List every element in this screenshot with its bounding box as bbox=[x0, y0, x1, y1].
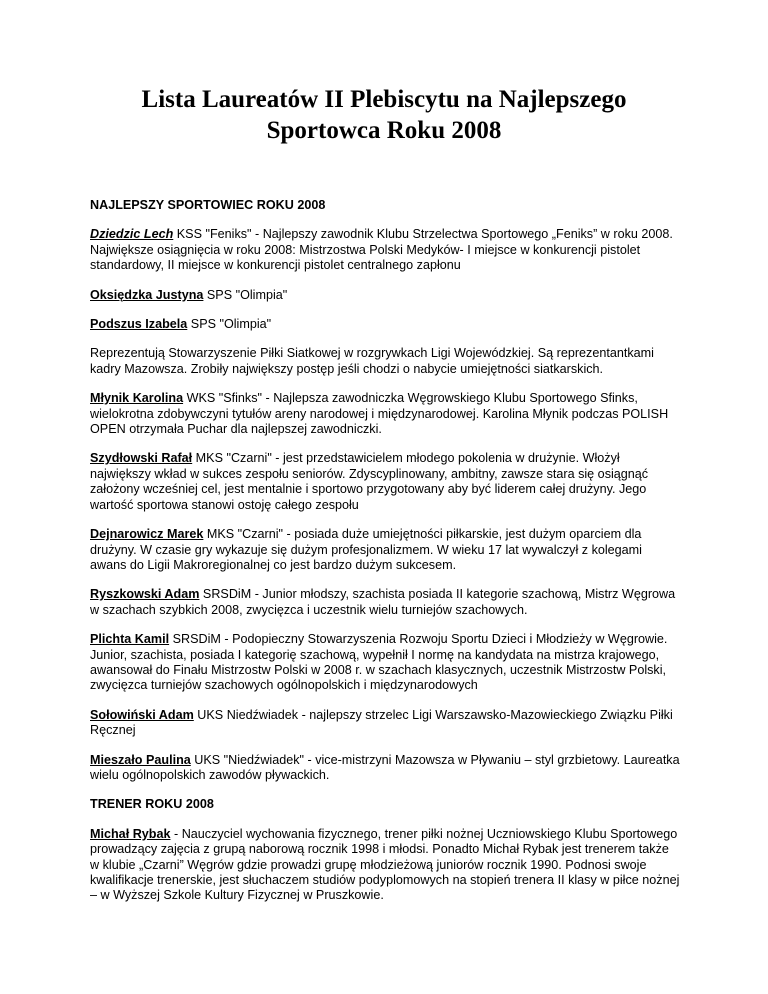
laureate-description: SPS "Olimpia" bbox=[203, 287, 288, 302]
laureate-entry bbox=[90, 451, 680, 513]
laureate-description: SRSDiM - Junior młodszy, szachista posiada II kategorie szachową, Mistrz Węgrowa w szachach szybkich 2008, zwycięzca i uczestnik wielu turniejów szachowych. bbox=[90, 587, 676, 617]
laureate-name: Dziedzic Lech bbox=[90, 227, 174, 242]
section-heading: TRENER ROKU 2008 bbox=[90, 797, 214, 812]
laureate-entry bbox=[90, 632, 680, 694]
laureate-entry bbox=[90, 227, 680, 273]
laureate-name: Podszus Izabela bbox=[90, 317, 188, 332]
laureate-entry bbox=[90, 708, 680, 739]
laureate-name: Oksiędzka Justyna bbox=[90, 287, 204, 302]
laureate-entry bbox=[90, 587, 680, 618]
laureate-description: MKS "Czarni" - jest przedstawicielem młodego pokolenia w drużynie. Włożył największy wkład w sukces zespołu seniorów. Zdyscyplinowany, ambitny, zawsze stara się osiągnąć założony wcześniej cel, jest mentalnie i sportowo przygotowany aby być liderem całej drużyny. Jego wartość sportowa stanowi ostoję całego zespołu bbox=[90, 451, 649, 512]
laureate-description: UKS Niedźwiadek - najlepszy strzelec Ligi Warszawsko-Mazowieckiego Związku Piłki Ręcznej bbox=[90, 707, 673, 738]
laureate-entry bbox=[90, 391, 680, 437]
laureate-name: Dejnarowicz Marek bbox=[90, 527, 204, 542]
page-title: Lista Laureatów II Plebiscytu na Najlepszego Sportowca Roku 2008 bbox=[141, 86, 627, 144]
laureate-description: KSS "Feniks" - Najlepszy zawodnik Klubu Strzelectwa Sportowego „Feniks” w roku 2008. Największe osiągnięcia w roku 2008: Mistrzostwa Polski Medyków- I miejsce w konkurencji pistolet standardowy, II miejsce w konkurencji pistolet centralnego zapłonu bbox=[90, 227, 673, 273]
laureate-entry bbox=[90, 827, 680, 904]
laureate-entry bbox=[90, 288, 680, 303]
laureate-description: SPS "Olimpia" bbox=[187, 317, 272, 332]
laureate-description: SRSDiM - Podopieczny Stowarzyszenia Rozwoju Sportu Dzieci i Młodzieży w Węgrowie. Junior, szachista, posiada I kategorię szachową, wypełnił I normę na kandydata na mistrza krajowego, awansował do Finału Mistrzostw Polski w 2008 r. w szachach klasycznych, uczestnik Mistrzostw Polski, zwycięzca turniejów szachowych ogólnopolskich i międzynarodowych bbox=[90, 632, 668, 693]
laureate-description: MKS "Czarni" - posiada duże umiejętności piłkarskie, jest dużym oparciem dla drużyny. W czasie gry wykazuje się dużym profesjonalizmem. W wieku 17 lat wywalczył z kolegami awans do Ligii Makroregionalnej co jest bardzo dużym sukcesem. bbox=[90, 527, 642, 572]
laureate-name: Sołowiński Adam bbox=[90, 707, 194, 722]
laureate-name: Szydłowski Rafał bbox=[90, 451, 193, 466]
document-body bbox=[90, 198, 680, 918]
laureate-description: UKS "Niedźwiadek" - vice-mistrzyni Mazowsza w Pływaniu – styl grzbietowy. Laureatka wielu ogólnopolskich zawodów pływackich. bbox=[90, 752, 680, 782]
laureate-name: Plichta Kamil bbox=[90, 632, 170, 647]
laureate-name: Mieszało Paulina bbox=[90, 752, 191, 767]
laureate-name: Ryszkowski Adam bbox=[90, 587, 200, 602]
laureate-description: WKS "Sfinks" - Najlepsza zawodniczka Węgrowskiego Klubu Sportowego Sfinks, wielokrotna zdobywczyni tytułów areny narodowej i międzynarodowej. Karolina Młynik podczas POLISH OPEN otrzymała Puchar dla najlepszej zawodniczki. bbox=[90, 391, 669, 437]
laureate-entry bbox=[90, 317, 680, 332]
laureate-description: - Nauczyciel wychowania fizycznego, trener piłki nożnej Uczniowskiego Klubu Sportowego prowadzący zajęcia z grupą naborową rocznik 1998 i młodsi. Ponadto Michał Rybak jest trenerem także w klubie „Czarni” Węgrów gdzie prowadzi grupę młodzieżową juniorów rocznik 1990. Podnosi swoje kwalifikacje trenerskie, jest słuchaczem studiów podyplomowych na stopień trenera II klasy w piłce nożnej – w Wyższej Szkole Kultury Fizycznej w Pruszkowie. bbox=[90, 826, 680, 903]
laureate-entry bbox=[90, 753, 680, 784]
laureate-name: Michał Rybak bbox=[90, 826, 171, 841]
section-heading: NAJLEPSZY SPORTOWIEC ROKU 2008 bbox=[90, 198, 326, 212]
laureate-name: Młynik Karolina bbox=[90, 391, 184, 406]
paragraph: Reprezentują Stowarzyszenie Piłki Siatkowej w rozgrywkach Ligi Wojewódzkiej. Są reprezentantkami kadry Mazowsza. Zrobiły największy postęp jeśli chodzi o nabycie umiejętności siatkarskich. bbox=[90, 346, 654, 376]
laureate-entry bbox=[90, 527, 680, 573]
